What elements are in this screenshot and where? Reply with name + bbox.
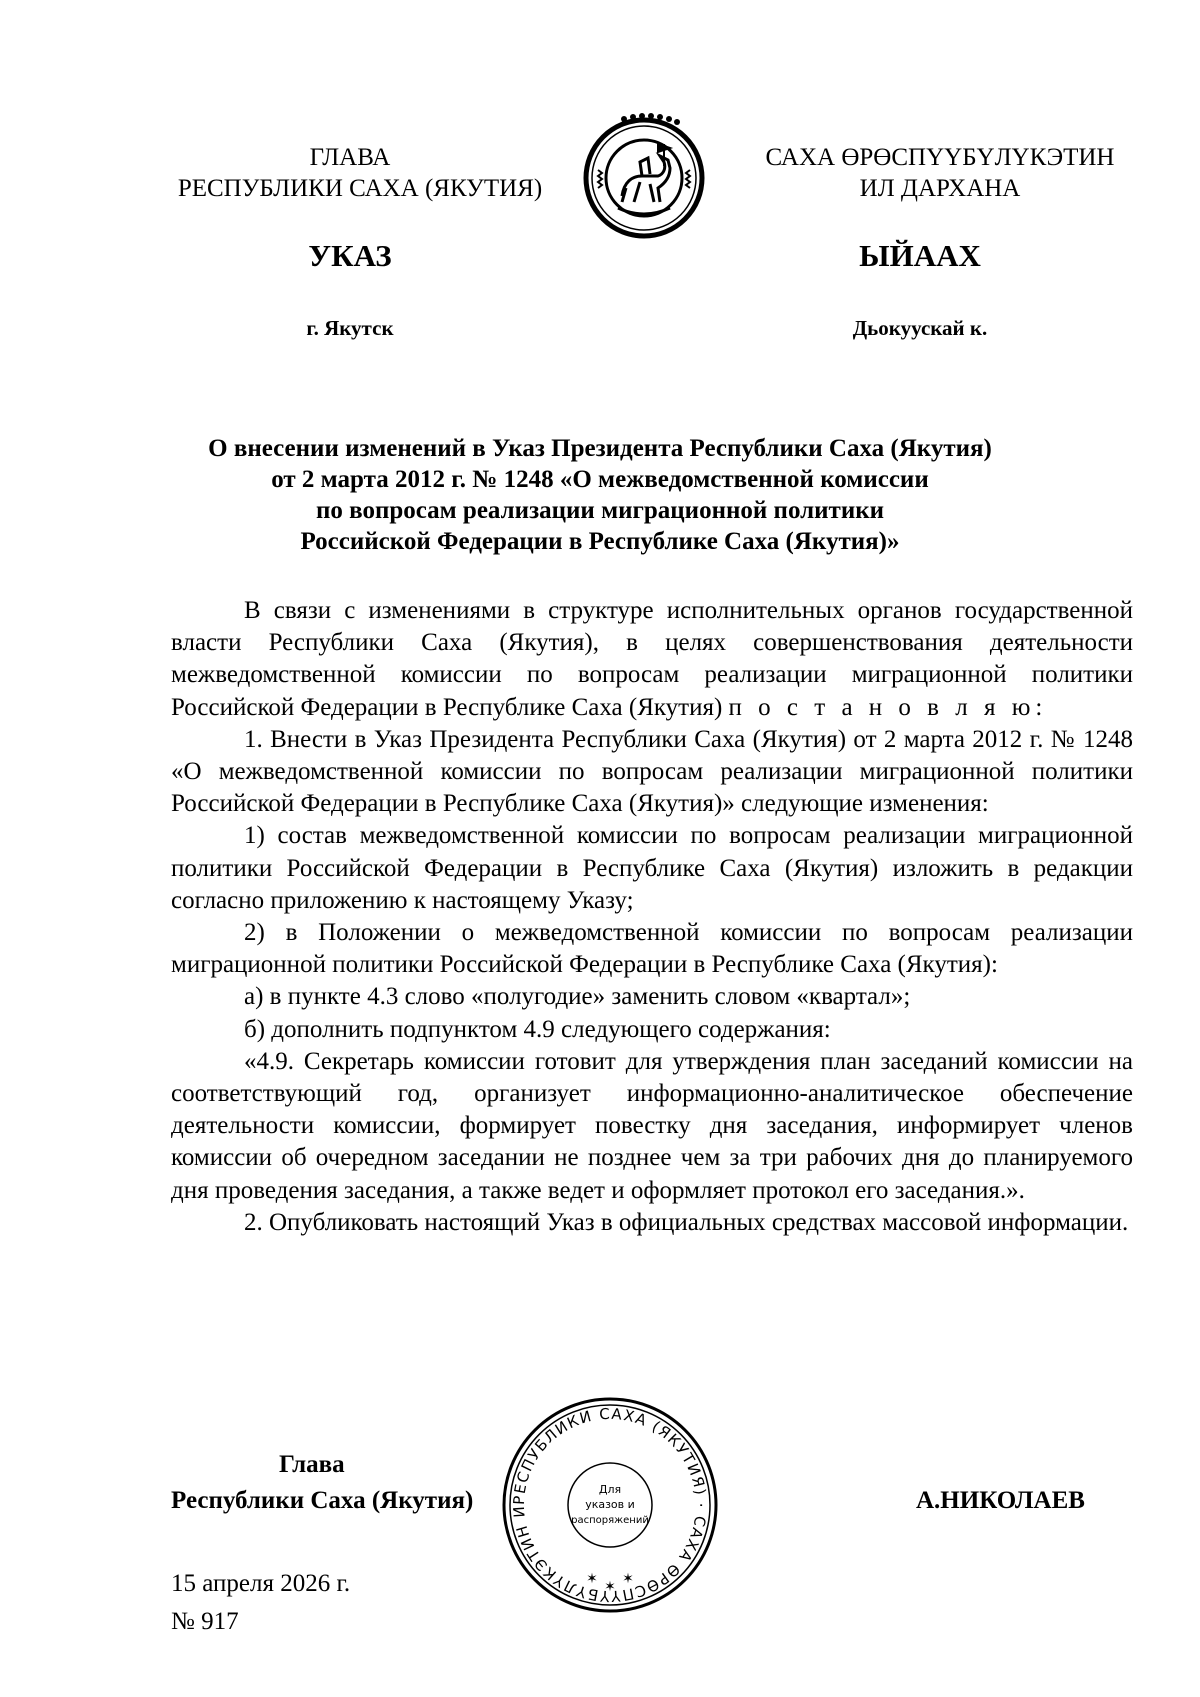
document-date: 15 апреля 2026 г. [171,1570,351,1597]
paragraph-item2: 2. Опубликовать настоящий Указ в официальных средствах массовой информации. [244,1208,1129,1236]
title-line: по вопросам реализации миграционной политики [315,497,885,524]
stamp-center-line2: указов и [585,1498,635,1511]
doc-type-russian: УКАЗ [308,238,392,273]
paragraph-item1-2a: а) в пункте 4.3 слово «полугодие» заменить словом «квартал»; [244,983,911,1011]
title-line: О внесении изменений в Указ Президента Республики Саха (Якутия) [208,435,992,462]
header-right-line2: ИЛ ДАРХАНА [859,175,1021,202]
doc-type-yakut: ЫЙААХ [859,238,981,273]
paragraph-intro [171,595,1133,724]
stamp-star-icon: ✶ [586,1571,598,1587]
header-right-line1: САХА ӨРӨСПҮҮБҮЛҮКЭТИН [765,144,1115,171]
signer-name: А.НИКОЛАЕВ [916,1487,1085,1514]
document-number: № 917 [171,1608,239,1635]
header-left-line1: ГЛАВА [309,144,391,171]
paragraph-item1: 1. Внести в Указ Президента Республики Саха (Якутия) от 2 марта 2012 г. № 1248 «О межведомственной комиссии по вопросам реализации миграционной политики Российской Федерации в Республике Саха (Якутия)» следующие изменения: [171,725,1133,818]
title-line: от 2 марта 2012 г. № 1248 «О межведомственной комиссии [271,466,929,493]
resolve-word: п о с т а н о в л я ю: [728,693,1048,721]
city-yakut: Дьокуускай к. [852,316,988,340]
document-title [170,433,1030,557]
stamp-ring-text: РЕСПУБЛИКИ САХА (ЯКУТИЯ) · САХА ӨРӨСПҮҮБҮЛҮКЭТИН И [509,1404,711,1606]
official-stamp [500,1395,720,1615]
stamp-star-icon: ✶ [604,1579,616,1595]
coat-of-arms-emblem [578,108,710,240]
paragraph-item4-9: «4.9. Секретарь комиссии готовит для утверждения план заседаний комиссии на соответствующий год, организует информационно-аналитическое обеспечение деятельности комиссии, формирует повестку дня заседания, информирует членов комиссии об очередном заседании не позднее чем за три рабочих дня до планируемого дня проведения заседания, а также ведет и оформляет протокол его заседания.». [171,1047,1133,1204]
document-body [171,595,1133,1239]
stamp-center-line3: распоряжений [571,1515,649,1526]
paragraph-item1-2b: б) дополнить подпунктом 4.9 следующего содержания: [244,1015,831,1043]
signature-title-line2: Республики Саха (Якутия) [171,1487,474,1514]
signature-title-line1: Глава [279,1451,345,1478]
title-line: Российской Федерации в Республике Саха (Якутия)» [300,528,900,555]
stamp-star-icon: ✶ [622,1571,634,1587]
paragraph-item1-2: 2) в Положении о межведомственной комиссии по вопросам реализации миграционной политики Российской Федерации в Республике Саха (Якутия): [171,919,1133,979]
header-left-line2: РЕСПУБЛИКИ САХА (ЯКУТИЯ) [177,175,543,202]
city-russian: г. Якутск [306,316,394,340]
intro-text: В связи с изменениями в структуре исполнительных органов государственной власти Республики Саха (Якутия), в целях совершенствования деятельности межведомственной комиссии по вопросам реализации миграционной политики Российской Федерации в Республике Саха (Якутия) [171,597,1133,721]
stamp-center-line1: Для [598,1483,622,1496]
paragraph-item1-1: 1) состав межведомственной комиссии по вопросам реализации миграционной политики Российской Федерации в Республике Саха (Якутия) изложить в редакции согласно приложению к настоящему Указу; [171,822,1133,914]
